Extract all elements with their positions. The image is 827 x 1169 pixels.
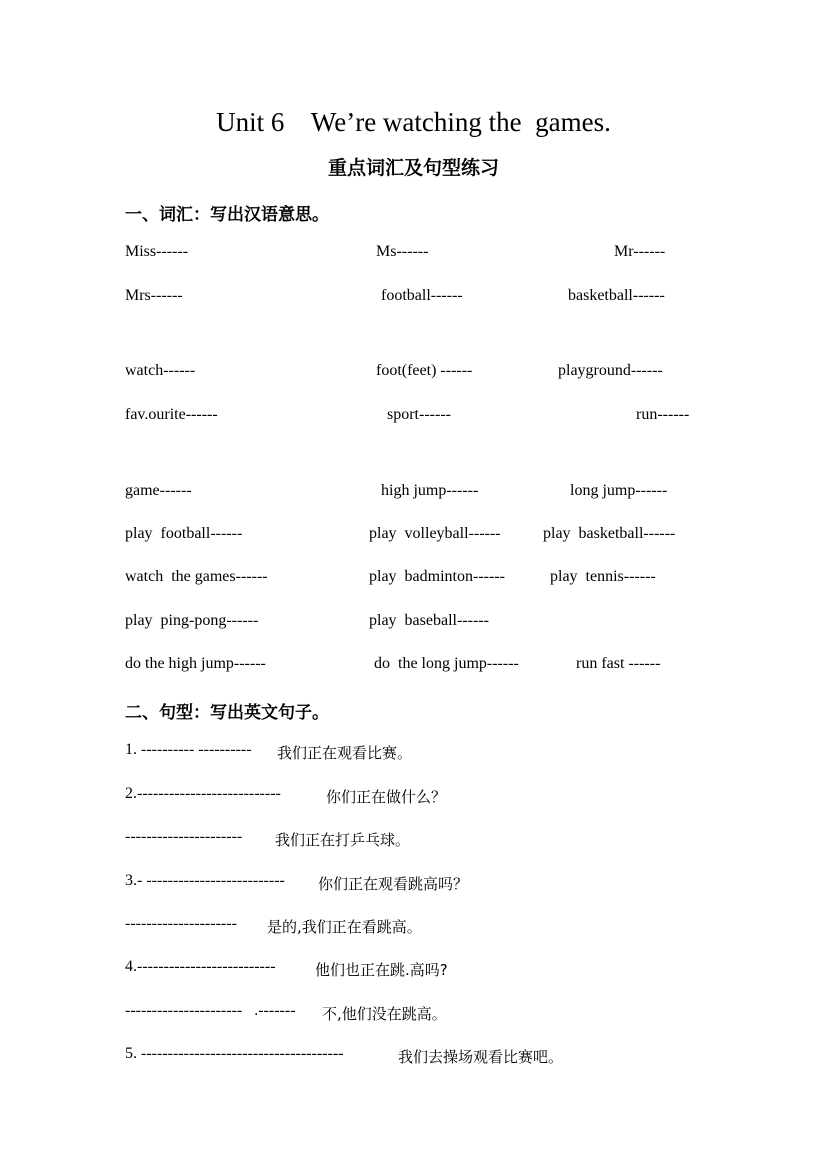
sentence-chinese: 我们去操场观看比赛吧。: [398, 1048, 564, 1066]
sentence-blank: ---------------------: [125, 915, 237, 932]
vocab-item: sport------: [387, 406, 451, 423]
sentence-chinese: 不,他们没在跳高。: [322, 1005, 447, 1023]
vocab-item: run fast ------: [576, 655, 661, 672]
vocab-item: football------: [381, 287, 463, 304]
sentence-blank: 4.--------------------------: [125, 958, 276, 975]
vocab-item: run------: [636, 406, 690, 423]
sentence-blank: 5. --------------------------------------: [125, 1045, 344, 1062]
section2-heading: 二、句型：写出英文句子。: [125, 703, 329, 723]
vocab-item: Mr------: [614, 243, 666, 260]
vocab-item: play basketball------: [543, 525, 676, 542]
vocab-item: basketball------: [568, 287, 665, 304]
vocab-item: high jump------: [381, 482, 479, 499]
vocab-item: play baseball------: [369, 612, 489, 629]
sentence-chinese: 你们正在观看跳高吗？: [318, 875, 469, 893]
vocab-item: game------: [125, 482, 192, 499]
section1-heading: 一、词汇：写出汉语意思。: [125, 205, 329, 225]
vocab-item: Miss------: [125, 243, 189, 260]
sentence-chinese: 是的,我们正在看跳高。: [267, 918, 422, 936]
sentence-blank: ----------------------: [125, 828, 243, 845]
vocab-item: fav.ourite------: [125, 406, 218, 423]
sentence-blank: 2.---------------------------: [125, 785, 281, 802]
sentence-blank: ---------------------- .-------: [125, 1002, 296, 1019]
sentence-blank: 1. ---------- ----------: [125, 741, 252, 758]
vocab-item: play tennis------: [550, 568, 656, 585]
sentence-chinese: 我们正在打乒乓球。: [275, 831, 411, 849]
vocab-item: play volleyball------: [369, 525, 501, 542]
vocab-item: do the high jump------: [125, 655, 266, 672]
vocab-item: watch------: [125, 362, 196, 379]
document-subtitle: 重点词汇及句型练习: [327, 157, 499, 179]
vocab-item: play badminton------: [369, 568, 505, 585]
vocab-item: foot(feet) ------: [376, 362, 473, 379]
vocab-item: long jump------: [570, 482, 668, 499]
vocab-item: play football------: [125, 525, 243, 542]
vocab-item: playground------: [558, 362, 663, 379]
vocab-item: play ping-pong------: [125, 612, 259, 629]
document-title: Unit 6 We’re watching the games.: [216, 107, 611, 137]
vocab-item: watch the games------: [125, 568, 268, 585]
sentence-chinese: 你们正在做什么？: [326, 788, 447, 806]
sentence-chinese: 他们也正在跳.高吗?: [315, 961, 448, 979]
vocab-item: Mrs------: [125, 287, 183, 304]
sentence-chinese: 我们正在观看比赛。: [277, 744, 413, 762]
sentence-blank: 3.- --------------------------: [125, 872, 285, 889]
vocab-item: Ms------: [376, 243, 429, 260]
vocab-item: do the long jump------: [374, 655, 519, 672]
